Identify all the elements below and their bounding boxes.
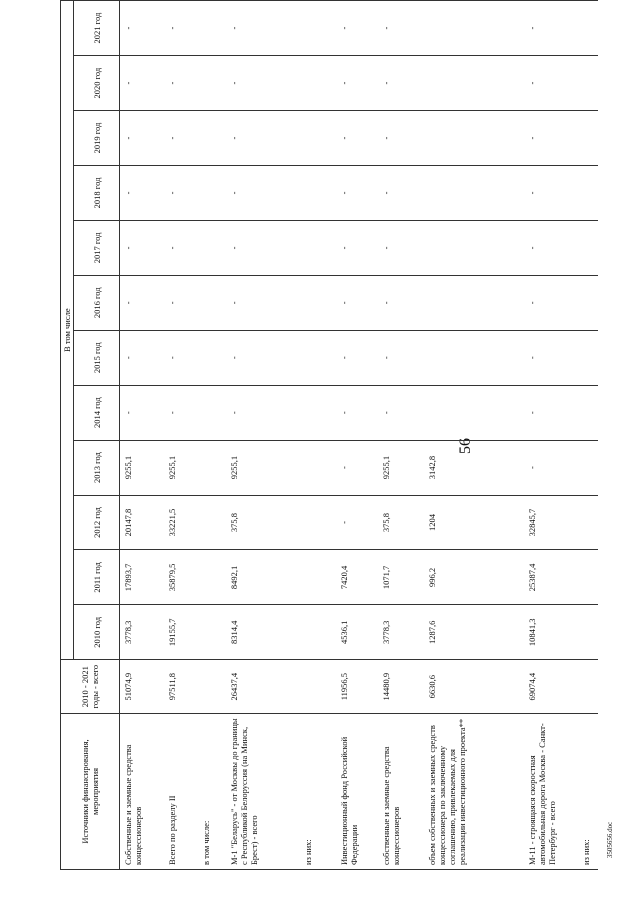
header-source: Источники финансирования, мероприятия (61, 713, 120, 869)
row-total (578, 660, 598, 714)
row-total (300, 660, 336, 714)
row-value (578, 275, 598, 330)
row-value: - (378, 166, 424, 221)
row-value (300, 550, 336, 605)
row-value (578, 605, 598, 660)
row-value (198, 550, 226, 605)
row-value (424, 220, 524, 275)
header-total: 2010 - 2021 годы - всего (61, 660, 120, 714)
row-value (198, 275, 226, 330)
row-value: - (378, 220, 424, 275)
row-value (578, 220, 598, 275)
row-value: 3778,3 (378, 605, 424, 660)
row-value (198, 605, 226, 660)
row-value (198, 495, 226, 550)
row-total: 97511,8 (164, 660, 198, 714)
row-value: - (336, 385, 378, 440)
row-value: 3778,3 (120, 605, 164, 660)
document-id: 3505656.doc (606, 821, 614, 859)
row-value: - (164, 330, 198, 385)
financing-table (60, 0, 598, 870)
row-value: 9255,1 (164, 440, 198, 495)
header-year: 2019 год (74, 111, 120, 166)
row-value (424, 330, 524, 385)
row-value: - (336, 440, 378, 495)
row-value: - (226, 1, 300, 56)
row-value: - (378, 385, 424, 440)
row-value: - (120, 1, 164, 56)
header-year: 2012 год (74, 495, 120, 550)
row-value: - (164, 111, 198, 166)
row-value (300, 56, 336, 111)
row-value: 1204 (424, 495, 524, 550)
row-value (578, 111, 598, 166)
row-value: 20147,8 (120, 495, 164, 550)
row-value: - (120, 385, 164, 440)
row-value (424, 166, 524, 221)
row-value: - (226, 111, 300, 166)
row-total: 14480,9 (378, 660, 424, 714)
table-row (120, 1, 164, 870)
header-year: 2014 год (74, 385, 120, 440)
row-value (198, 220, 226, 275)
row-value: 1287,6 (424, 605, 524, 660)
row-value: - (336, 56, 378, 111)
header-year: 2018 год (74, 166, 120, 221)
row-total: 11956,5 (336, 660, 378, 714)
table-row (198, 1, 226, 870)
row-label: объем собственных и заемных средств концессионера по заключенному соглашению, привлекаемых для реализации инвестиционного проекта** (424, 713, 524, 869)
row-value (578, 495, 598, 550)
row-value: 25387,4 (524, 550, 578, 605)
row-value (198, 440, 226, 495)
row-value: - (378, 111, 424, 166)
row-value (300, 275, 336, 330)
row-value (424, 1, 524, 56)
row-value (300, 111, 336, 166)
row-value: - (226, 166, 300, 221)
row-label: из них: (578, 713, 598, 869)
row-total: 6630,6 (424, 660, 524, 714)
row-total (198, 660, 226, 714)
row-value: - (524, 440, 578, 495)
row-value (578, 440, 598, 495)
row-value: 4536,1 (336, 605, 378, 660)
header-group: В том числе (61, 1, 74, 660)
row-value: 9255,1 (226, 440, 300, 495)
row-value: - (336, 275, 378, 330)
row-value: - (226, 275, 300, 330)
row-value: - (336, 111, 378, 166)
row-value: - (120, 330, 164, 385)
row-value: - (226, 385, 300, 440)
row-value (578, 330, 598, 385)
header-year: 2021 год (74, 1, 120, 56)
row-value: 35879,5 (164, 550, 198, 605)
row-value: - (524, 111, 578, 166)
row-value (300, 385, 336, 440)
row-value: - (524, 166, 578, 221)
row-value: 375,8 (226, 495, 300, 550)
row-value (424, 111, 524, 166)
row-value (300, 440, 336, 495)
table-row (164, 1, 198, 870)
row-value: 9255,1 (378, 440, 424, 495)
row-value (300, 495, 336, 550)
row-total: 69074,4 (524, 660, 578, 714)
row-value: - (164, 166, 198, 221)
table-row (424, 1, 524, 870)
row-value (424, 56, 524, 111)
row-value: 8314,4 (226, 605, 300, 660)
row-value: - (524, 330, 578, 385)
row-value: - (164, 1, 198, 56)
row-label: в том числе: (198, 713, 226, 869)
row-value (198, 166, 226, 221)
table-row (226, 1, 300, 870)
row-value (300, 220, 336, 275)
row-value: - (378, 330, 424, 385)
row-value: - (226, 330, 300, 385)
header-year: 2017 год (74, 220, 120, 275)
table-row (578, 1, 598, 870)
row-total: 26437,4 (226, 660, 300, 714)
row-value (300, 1, 336, 56)
row-label: собственные и заемные средства концессионеров (378, 713, 424, 869)
row-value: 9255,1 (120, 440, 164, 495)
row-value (198, 385, 226, 440)
table-row (378, 1, 424, 870)
page-number: 56 (457, 438, 474, 454)
table-row (300, 1, 336, 870)
row-value: - (336, 495, 378, 550)
header-year: 2020 год (74, 56, 120, 111)
row-value: 996,2 (424, 550, 524, 605)
row-value: 7420,4 (336, 550, 378, 605)
row-value: 3142,8 (424, 440, 524, 495)
header-year: 2011 год (74, 550, 120, 605)
row-value: - (120, 111, 164, 166)
row-value: - (524, 56, 578, 111)
row-value (578, 385, 598, 440)
row-value: - (164, 275, 198, 330)
row-value: - (524, 275, 578, 330)
row-label: Собственные и заемные средства концессионеров (120, 713, 164, 869)
header-year: 2016 год (74, 275, 120, 330)
row-value: - (120, 220, 164, 275)
table-row (524, 1, 578, 870)
row-value: 33221,5 (164, 495, 198, 550)
row-value: - (336, 330, 378, 385)
row-value (300, 605, 336, 660)
row-value: - (378, 56, 424, 111)
row-value: - (524, 385, 578, 440)
row-value: - (378, 1, 424, 56)
header-year: 2010 год (74, 605, 120, 660)
row-label: М-11 - строящаяся скоростная автомобильная дорога Москва - Санкт-Петербург - всего (524, 713, 578, 869)
row-value (198, 1, 226, 56)
row-value (198, 111, 226, 166)
row-value: - (120, 166, 164, 221)
row-value: - (336, 166, 378, 221)
row-value: - (226, 220, 300, 275)
header-year: 2013 год (74, 440, 120, 495)
row-value (578, 550, 598, 605)
row-value: - (524, 1, 578, 56)
row-value: - (226, 56, 300, 111)
row-value (198, 56, 226, 111)
header-year: 2015 год (74, 330, 120, 385)
row-label: М-1 "Беларусь" - от Москвы до границы с Республикой Белоруссия (на Минск, Брест) - всего (226, 713, 300, 869)
row-value: - (378, 275, 424, 330)
row-value (578, 166, 598, 221)
row-value: 1071,7 (378, 550, 424, 605)
row-label: Всего по разделу II (164, 713, 198, 869)
row-label: Инвестиционный фонд Российской Федерации (336, 713, 378, 869)
row-value: - (120, 275, 164, 330)
row-value: 17893,7 (120, 550, 164, 605)
row-value: - (524, 220, 578, 275)
row-value (578, 1, 598, 56)
row-label: из них: (300, 713, 336, 869)
row-value: 19155,7 (164, 605, 198, 660)
row-value (198, 330, 226, 385)
row-value: - (164, 56, 198, 111)
row-value: 32845,7 (524, 495, 578, 550)
row-value: - (164, 385, 198, 440)
row-value (300, 330, 336, 385)
row-value: 10841,3 (524, 605, 578, 660)
row-value: - (120, 56, 164, 111)
row-value (424, 275, 524, 330)
row-value (578, 56, 598, 111)
row-value: - (164, 220, 198, 275)
row-value: - (336, 1, 378, 56)
row-value (424, 385, 524, 440)
table-row (336, 1, 378, 870)
rotated-table-wrapper (60, 0, 591, 870)
row-value (300, 166, 336, 221)
row-total: 51074,9 (120, 660, 164, 714)
row-value: - (336, 220, 378, 275)
row-value: 8492,1 (226, 550, 300, 605)
row-value: 375,8 (378, 495, 424, 550)
